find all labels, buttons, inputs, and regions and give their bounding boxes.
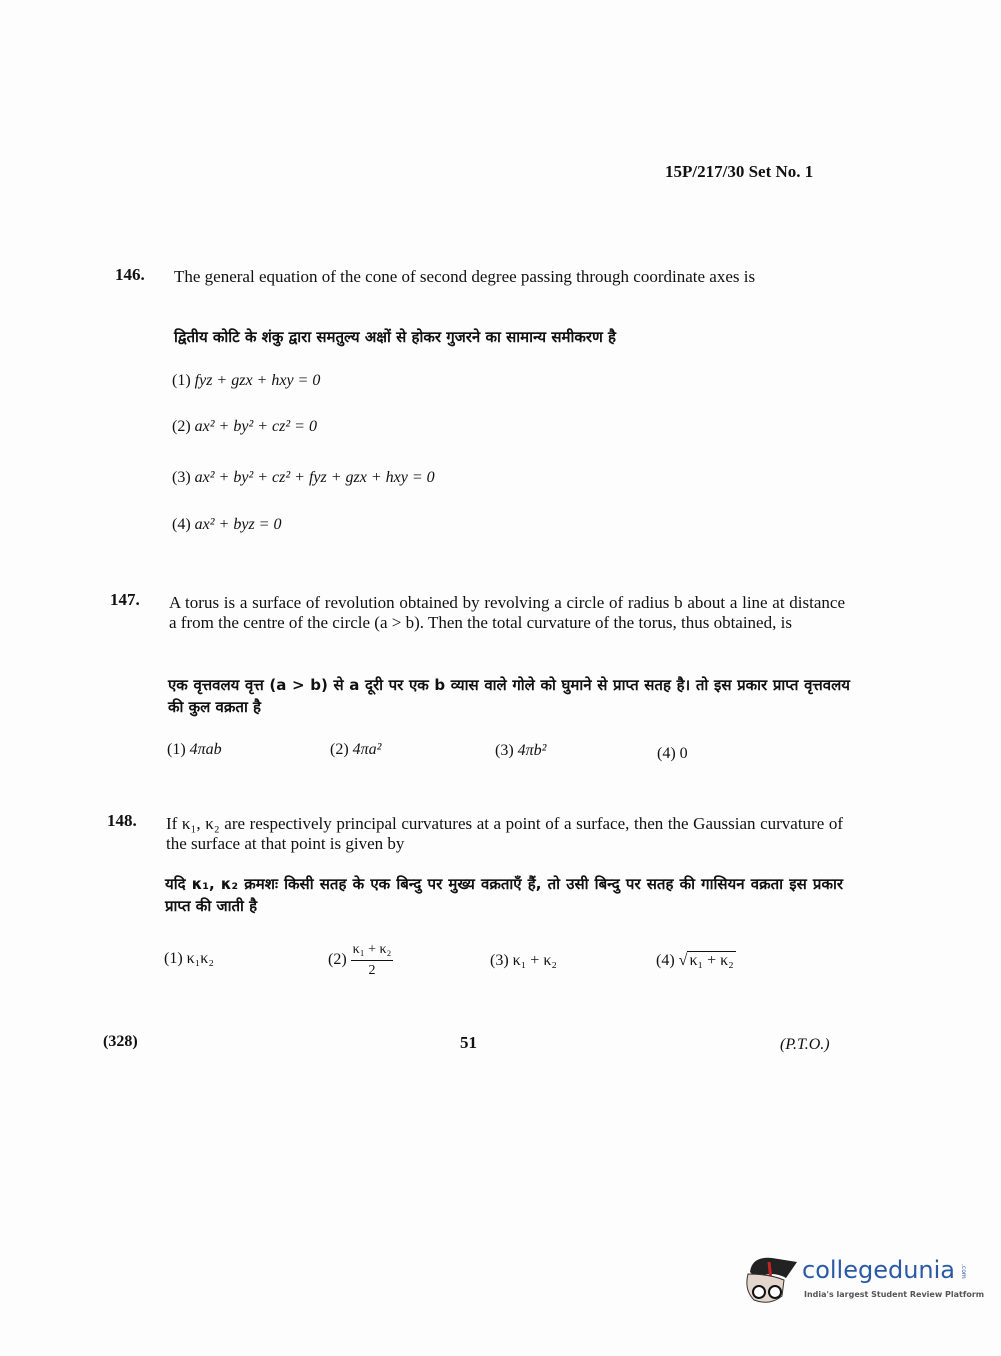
option-label: (3) [495,742,514,759]
numerator: κ₁ + κ₂ [351,940,394,961]
question-number: 146. [115,265,145,284]
option-label: (2) [328,951,347,969]
option-1 [164,949,214,969]
option-label: (1) [164,950,183,967]
option-label: (4) [656,952,675,969]
option-text: 4πa² [352,741,382,758]
option-label: (3) [490,952,509,969]
option-label: (4) [172,516,191,533]
option-text: κ₁κ₂ [186,950,214,967]
option-2 [172,417,317,437]
paper-code: 15P/217/30 Set No. 1 [665,162,814,181]
option-1 [172,371,320,391]
option-1 [167,740,222,760]
brand-domain: .com [960,1264,967,1279]
brand-tagline: India's largest Student Review Platform [804,1290,985,1299]
option-text: ax² + by² + cz² + fyz + gzx + hxy = 0 [194,469,435,486]
option-label: (4) [657,745,676,762]
option-label: (2) [172,418,191,435]
option-text: ax² + by² + cz² = 0 [194,418,317,435]
collegedunia-watermark [742,1250,985,1310]
option-label: (3) [172,469,191,486]
option-2 [328,940,393,981]
question-hindi: द्वितीय कोटि के शंकु द्वारा समतुल्य अक्षों से होकर गुजरने का सामान्य समीकरण है [174,328,617,346]
question-hindi: यदि κ₁, κ₂ क्रमशः किसी सतह के एक बिन्दु पर मुख्य वक्रताएँ हैं, तो उसी बिन्दु पर सतह की गासियन वक्रता इस प्रकार प्राप्त की जाती है [165,875,843,915]
option-3 [172,468,435,488]
option-label: (1) [172,372,191,389]
option-text: ax² + byz = 0 [194,516,282,533]
option-text: fyz + gzx + hxy = 0 [194,372,321,389]
option-4 [657,744,688,764]
option-2 [330,740,381,760]
option-label: (1) [167,741,186,758]
page-number: 51 [460,1033,477,1052]
question-number: 148. [107,811,137,830]
mascot-logo-icon [742,1250,800,1308]
footer-code: (328) [103,1033,138,1050]
denominator: 2 [368,963,376,978]
option-text: 0 [679,745,688,762]
question-text: If κ₁, κ₂ are respectively principal curvatures at a point of a surface, then the Gaussian curvature of the surface at that point is given by [166,814,843,853]
pto-label: (P.T.O.) [780,1036,830,1053]
option-text: κ₁ + κ₂ [512,952,557,969]
option-4: (4) √ κ₁ + κ₂ [656,952,734,969]
question-text: A torus is a surface of revolution obtained by revolving a circle of radius b about a line at distance a from the centre of the circle (a > b). Then the total curvature of the torus, thus obtained, is [169,593,845,632]
option-4 [172,515,281,535]
brand-name: collegedunia [802,1256,956,1284]
option-text: 4πb² [517,742,547,759]
option-3 [490,951,557,971]
question-number: 147. [110,590,140,609]
option-text: 4πab [189,741,222,758]
option-3 [495,741,546,761]
question-hindi: एक वृत्तवलय वृत्त (a > b) से a दूरी पर एक b व्यास वाले गोले को घुमाने से प्राप्त सतह है। तो इस प्रकार प्राप्त वृत्तवलय की कुल वक्रता है [168,676,850,716]
question-text: The general equation of the cone of second degree passing through coordinate axes is [174,267,756,286]
option-label: (2) [330,741,349,758]
option-text: κ₁ + κ₂ [689,952,734,969]
fraction [351,940,394,981]
